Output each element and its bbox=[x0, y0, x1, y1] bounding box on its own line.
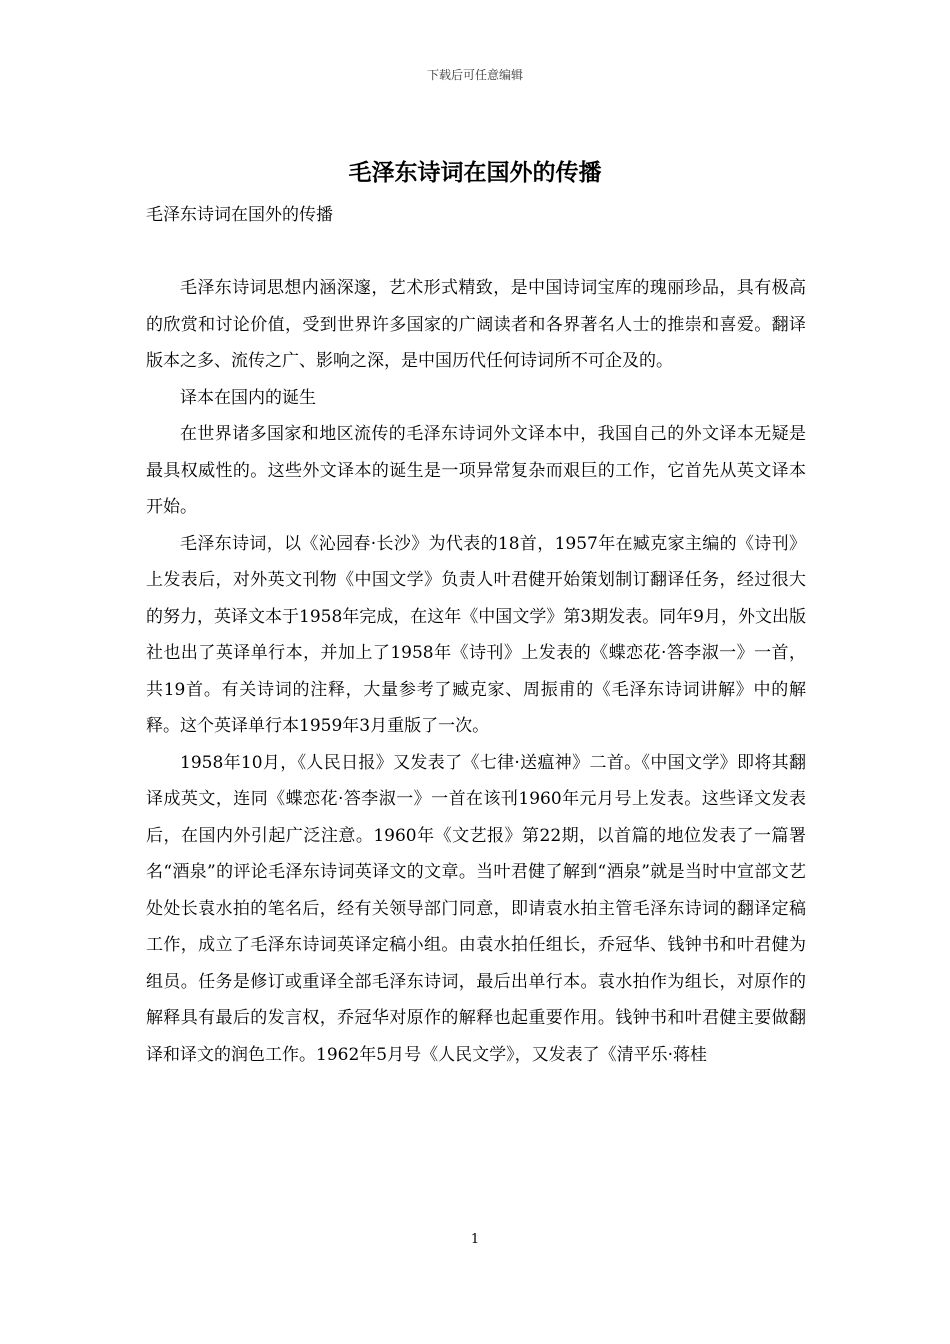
paragraph-intro: 毛泽东诗词思想内涵深邃，艺术形式精致，是中国诗词宝库的瑰丽珍品，具有极高的欣赏和讨论价值，受到世界许多国家的广阔读者和各界著名人士的推崇和喜爱。翻译版本之多、流传之广、影响之深，是中国历代任何诗词所不可企及的。 bbox=[146, 278, 806, 371]
header-note: 下载后可任意编辑 bbox=[426, 68, 523, 82]
paragraph: 1958年10月，《人民日报》又发表了《七律·送瘟神》二首。《中国文学》即将其翻译成英文，连同《蝶恋花·答李淑一》一首在该刊1960年元月号上发表。这些译文发表后，在国内外引起广泛注意。1960年《文艺报》第22期，以首篇的地位发表了一篇署名“酒泉”的评论毛泽东诗词英译文的文章。当叶君健了解到“酒泉”就是当时中宣部文艺处处长袁水拍的笔名后，经有关领导部门同意，即请袁水拍主管毛泽东诗词的翻译定稿工作，成立了毛泽东诗词英译定稿小组。由袁水拍任组长，乔冠华、钱钟书和叶君健为组员。任务是修订或重译全部毛泽东诗词，最后出单行本。袁水拍作为组长，对原作的解释具有最后的发言权，乔冠华对原作的解释也起重要作用。钱钟书和叶君健主要做翻译和译文的润色工作。1962年5月号《人民文学》，又发表了《清平乐·蒋桂 bbox=[146, 752, 806, 1065]
paragraph: 在世界诸多国家和地区流传的毛泽东诗词外文译本中，我国自己的外文译本无疑是最具权威性的。这些外文译本的诞生是一项异常复杂而艰巨的工作，它首先从英文译本开始。 bbox=[146, 424, 806, 517]
document-title: 毛泽东诗词在国外的传播 bbox=[348, 159, 602, 186]
page-number: 1 bbox=[470, 1232, 480, 1247]
document-body bbox=[146, 270, 806, 1073]
document-subtitle: 毛泽东诗词在国外的传播 bbox=[146, 205, 333, 225]
paragraph: 毛泽东诗词，以《沁园春·长沙》为代表的18首，1957年在臧克家主编的《诗刊》上发表后，对外英文刊物《中国文学》负责人叶君健开始策划制订翻译任务，经过很大的努力，英译文本于1958年完成，在这年《中国文学》第3期发表。同年9月，外文出版社也出了英译单行本，并加上了1958年《诗刊》上发表的《蝶恋花·答李淑一》一首，共19首。有关诗词的注释，大量参考了臧克家、周振甫的《毛泽东诗词讲解》中的解释。这个英译单行本1959年3月重版了一次。 bbox=[146, 533, 806, 736]
section-heading: 译本在国内的诞生 bbox=[180, 387, 316, 408]
